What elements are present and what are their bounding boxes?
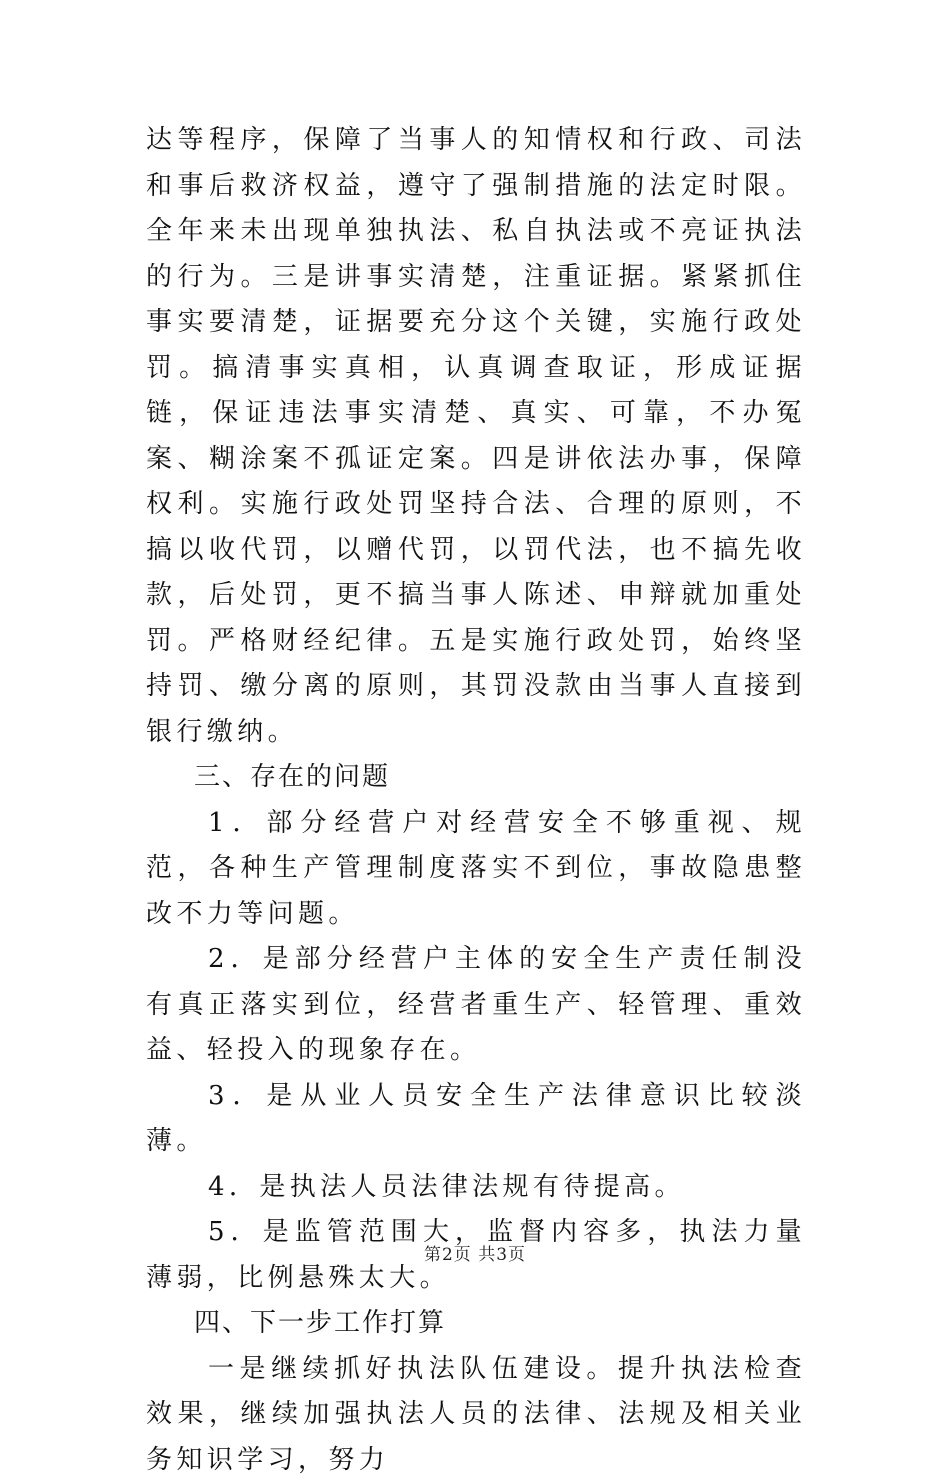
next-steps-paragraph: 一是继续抓好执法队伍建设。提升执法检查效果，继续加强执法人员的法律、法规及相关业务知识学习，努力 [146,1347,806,1483]
problem-item-3: 3．是从业人员安全生产法律意识比较淡薄。 [146,1074,806,1165]
page-footer: 第2页 共3页 [0,1240,950,1265]
problem-item-5: 5．是监管范围大，监督内容多，执法力量薄弱，比例悬殊太大。 [146,1210,806,1301]
document-body [146,118,806,1483]
problem-item-4: 4．是执法人员法律法规有待提高。 [146,1165,806,1211]
problem-item-1: 1．部分经营户对经营安全不够重视、规范，各种生产管理制度落实不到位，事故隐患整改不力等问题。 [146,801,806,938]
section-heading-next-steps: 四、下一步工作打算 [146,1301,806,1347]
problem-item-2: 2．是部分经营户主体的安全生产责任制没有真正落实到位，经营者重生产、轻管理、重效益、轻投入的现象存在。 [146,937,806,1074]
section-heading-problems: 三、存在的问题 [146,755,806,801]
body-paragraph: 达等程序，保障了当事人的知情权和行政、司法和事后救济权益，遵守了强制措施的法定时限。全年来未出现单独执法、私自执法或不亮证执法的行为。三是讲事实清楚，注重证据。紧紧抓住事实要清楚，证据要充分这个关键，实施行政处罚。搞清事实真相，认真调查取证，形成证据链，保证违法事实清楚、真实、可靠，不办冤案、糊涂案不孤证定案。四是讲依法办事，保障权利。实施行政处罚坚持合法、合理的原则，不搞以收代罚，以赠代罚，以罚代法，也不搞先收款，后处罚，更不搞当事人陈述、申辩就加重处罚。严格财经纪律。五是实施行政处罚，始终坚持罚、缴分离的原则，其罚没款由当事人直接到银行缴纳。 [146,118,806,755]
